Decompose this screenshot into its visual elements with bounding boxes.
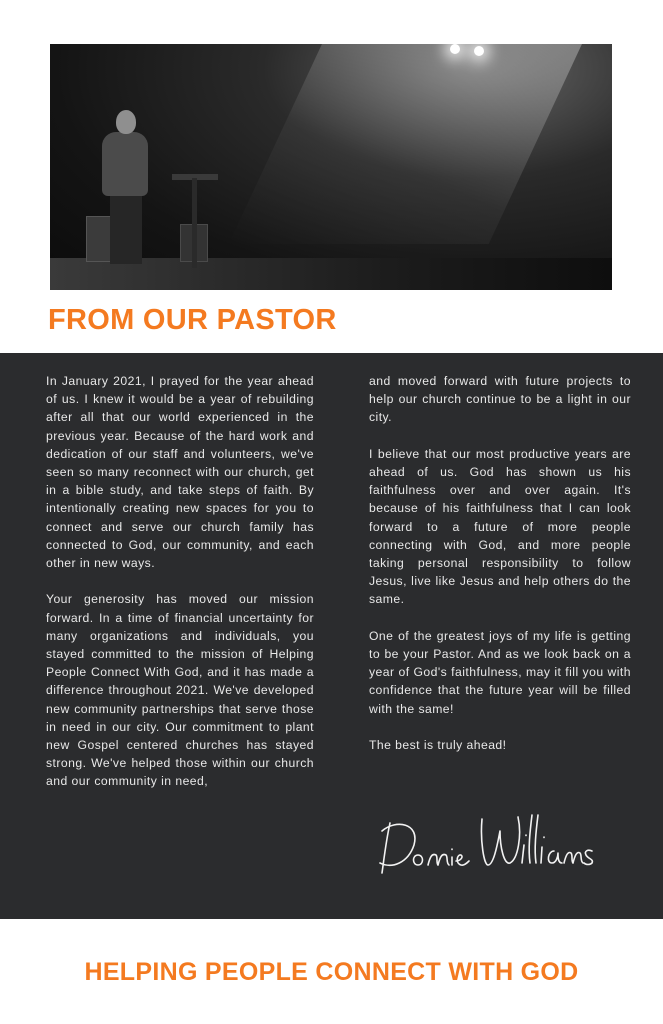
- letter-paragraph: and moved forward with future projects to help our church continue to be a light in our city.: [369, 374, 631, 425]
- letter-paragraph: In January 2021, I prayed for the year ahead of us. I knew it would be a year of rebuilding after all that our world experienced in the previous year. Because of the hard work and dedication of our staff and volunteers, we've seen so many reconnect with our church, get in a bible study, and take steps of faith. By intentionally creating new spaces for you to connect and serve our church family has connected to God, our community, and each other in new ways.: [46, 374, 314, 571]
- letter-paragraph: The best is truly ahead!: [369, 738, 507, 753]
- footer-tagline: HELPING PEOPLE CONNECT WITH GOD: [84, 958, 579, 986]
- letter-paragraph: I believe that our most productive years are ahead of us. God has shown us his faithfulness over and over again. It's because of his faithfulness that I can look forward to a future of more people connecting with God, and more people taking personal responsibility to follow Jesus, live like Jesus and help others do the same.: [369, 446, 631, 607]
- pastor-letter-panel: [0, 353, 663, 919]
- section-heading: FROM OUR PASTOR: [48, 304, 337, 336]
- letter-paragraph: Your generosity has moved our mission forward. In a time of financial uncertainty for many organizations and individuals, you stayed committed to the mission of Helping People Connect With God, and it has made a difference throughout 2021. We've developed new community partnerships that serve those in need in our city. Our commitment to plant new Gospel centered churches has stayed strong. We've helped those within our church and our community in need,: [46, 592, 314, 789]
- letter-paragraph: One of the greatest joys of my life is getting to be your Pastor. And as we look back on a year of God's faithfulness, may it fill you with confidence that the future year will be filled with the same!: [369, 628, 631, 716]
- letter-column-right: [369, 372, 631, 772]
- letter-column-left: [46, 372, 314, 809]
- hero-photo: [50, 44, 612, 290]
- pastor-signature: [376, 801, 601, 881]
